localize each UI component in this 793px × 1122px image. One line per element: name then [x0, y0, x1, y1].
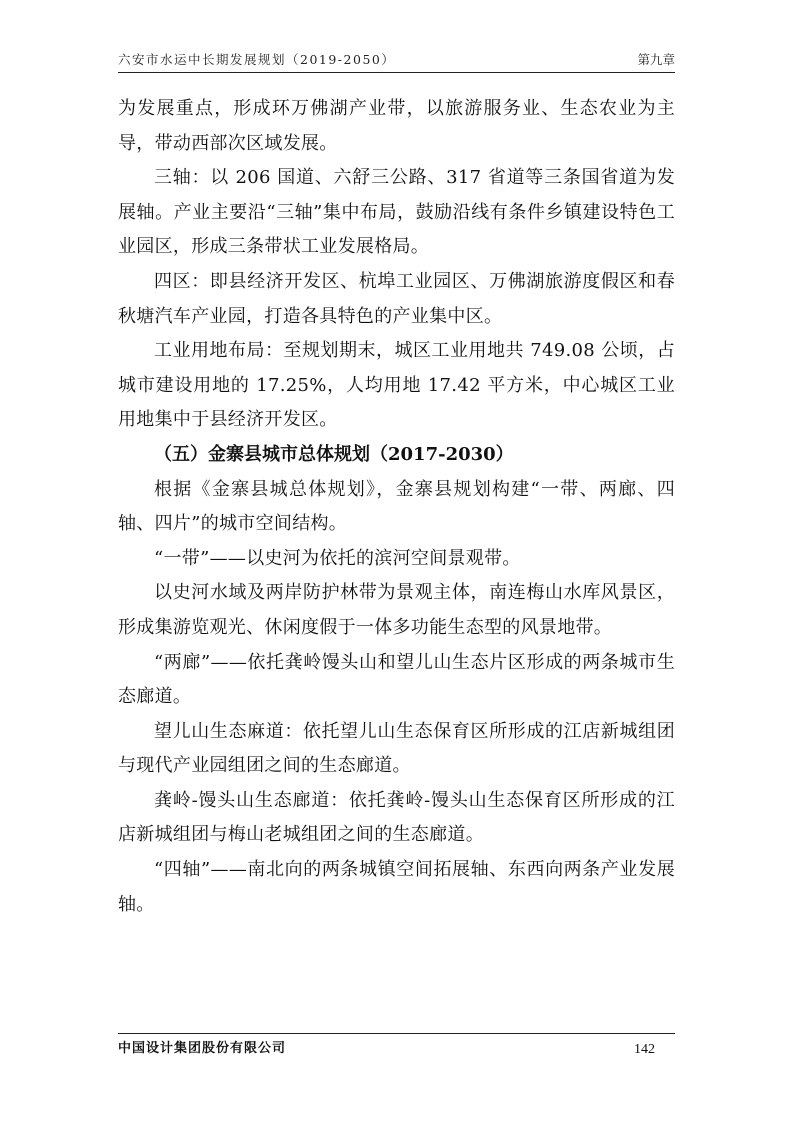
page-number: 142 — [634, 1042, 655, 1057]
paragraph: “一带”——以史河为依托的滨河空间景观带。 — [154, 547, 521, 569]
paragraph: 根据《金寨县城总体规划》，金寨县规划构建“一带、两廊、四轴、四片”的城市空间结构。 — [118, 478, 675, 535]
header-rule — [118, 72, 675, 73]
paragraph: 三轴：以 206 国道、六舒三公路、317 省道等三条国省道为发展轴。产业主要沿“三轴”集中布局，鼓励沿线有条件乡镇建设特色工业园区，形成三条带状工业发展格局。 — [118, 167, 675, 258]
paragraph: 四区：即县经济开发区、杭埠工业园区、万佛湖旅游度假区和春秋塘汽车产业园，打造各具特色的产业集中区。 — [118, 270, 675, 327]
section-heading: （五）金寨县城市总体规划（2017-2030） — [154, 443, 514, 465]
paragraph: 龚岭-馒头山生态廊道：依托龚岭-馒头山生态保育区所形成的江店新城组团与梅山老城组团之间的生态廊道。 — [118, 789, 675, 846]
footer-rule — [118, 1033, 675, 1034]
paragraph: 望儿山生态麻道：依托望儿山生态保育区所形成的江店新城组团与现代产业园组团之间的生态廊道。 — [118, 720, 675, 777]
paragraph: 工业用地布局：至规划期末，城区工业用地共 749.08 公顷，占城市建设用地的 17.25%，人均用地 17.42 平方米，中心城区工业用地集中于县经济开发区。 — [118, 340, 675, 431]
paragraph: “四轴”——南北向的两条城镇空间拓展轴、东西向两条产业发展轴。 — [118, 859, 675, 915]
page-body — [118, 92, 675, 922]
paragraph: 为发展重点，形成环万佛湖产业带，以旅游服务业、生态农业为主导，带动西部次区域发展。 — [118, 98, 675, 154]
page-header — [118, 50, 675, 74]
company-name: 中国设计集团股份有限公司 — [118, 1041, 287, 1056]
paragraph: “两廊”——依托龚岭馒头山和望儿山生态片区形成的两条城市生态廊道。 — [118, 651, 675, 708]
chapter-label: 第九章 — [637, 52, 675, 67]
document-title: 六安市水运中长期发展规划（2019-2050） — [118, 52, 396, 67]
paragraph: 以史河水域及两岸防护林带为景观主体，南连梅山水库风景区，形成集游览观光、休闲度假于一体多功能生态型的风景地带。 — [118, 582, 675, 638]
